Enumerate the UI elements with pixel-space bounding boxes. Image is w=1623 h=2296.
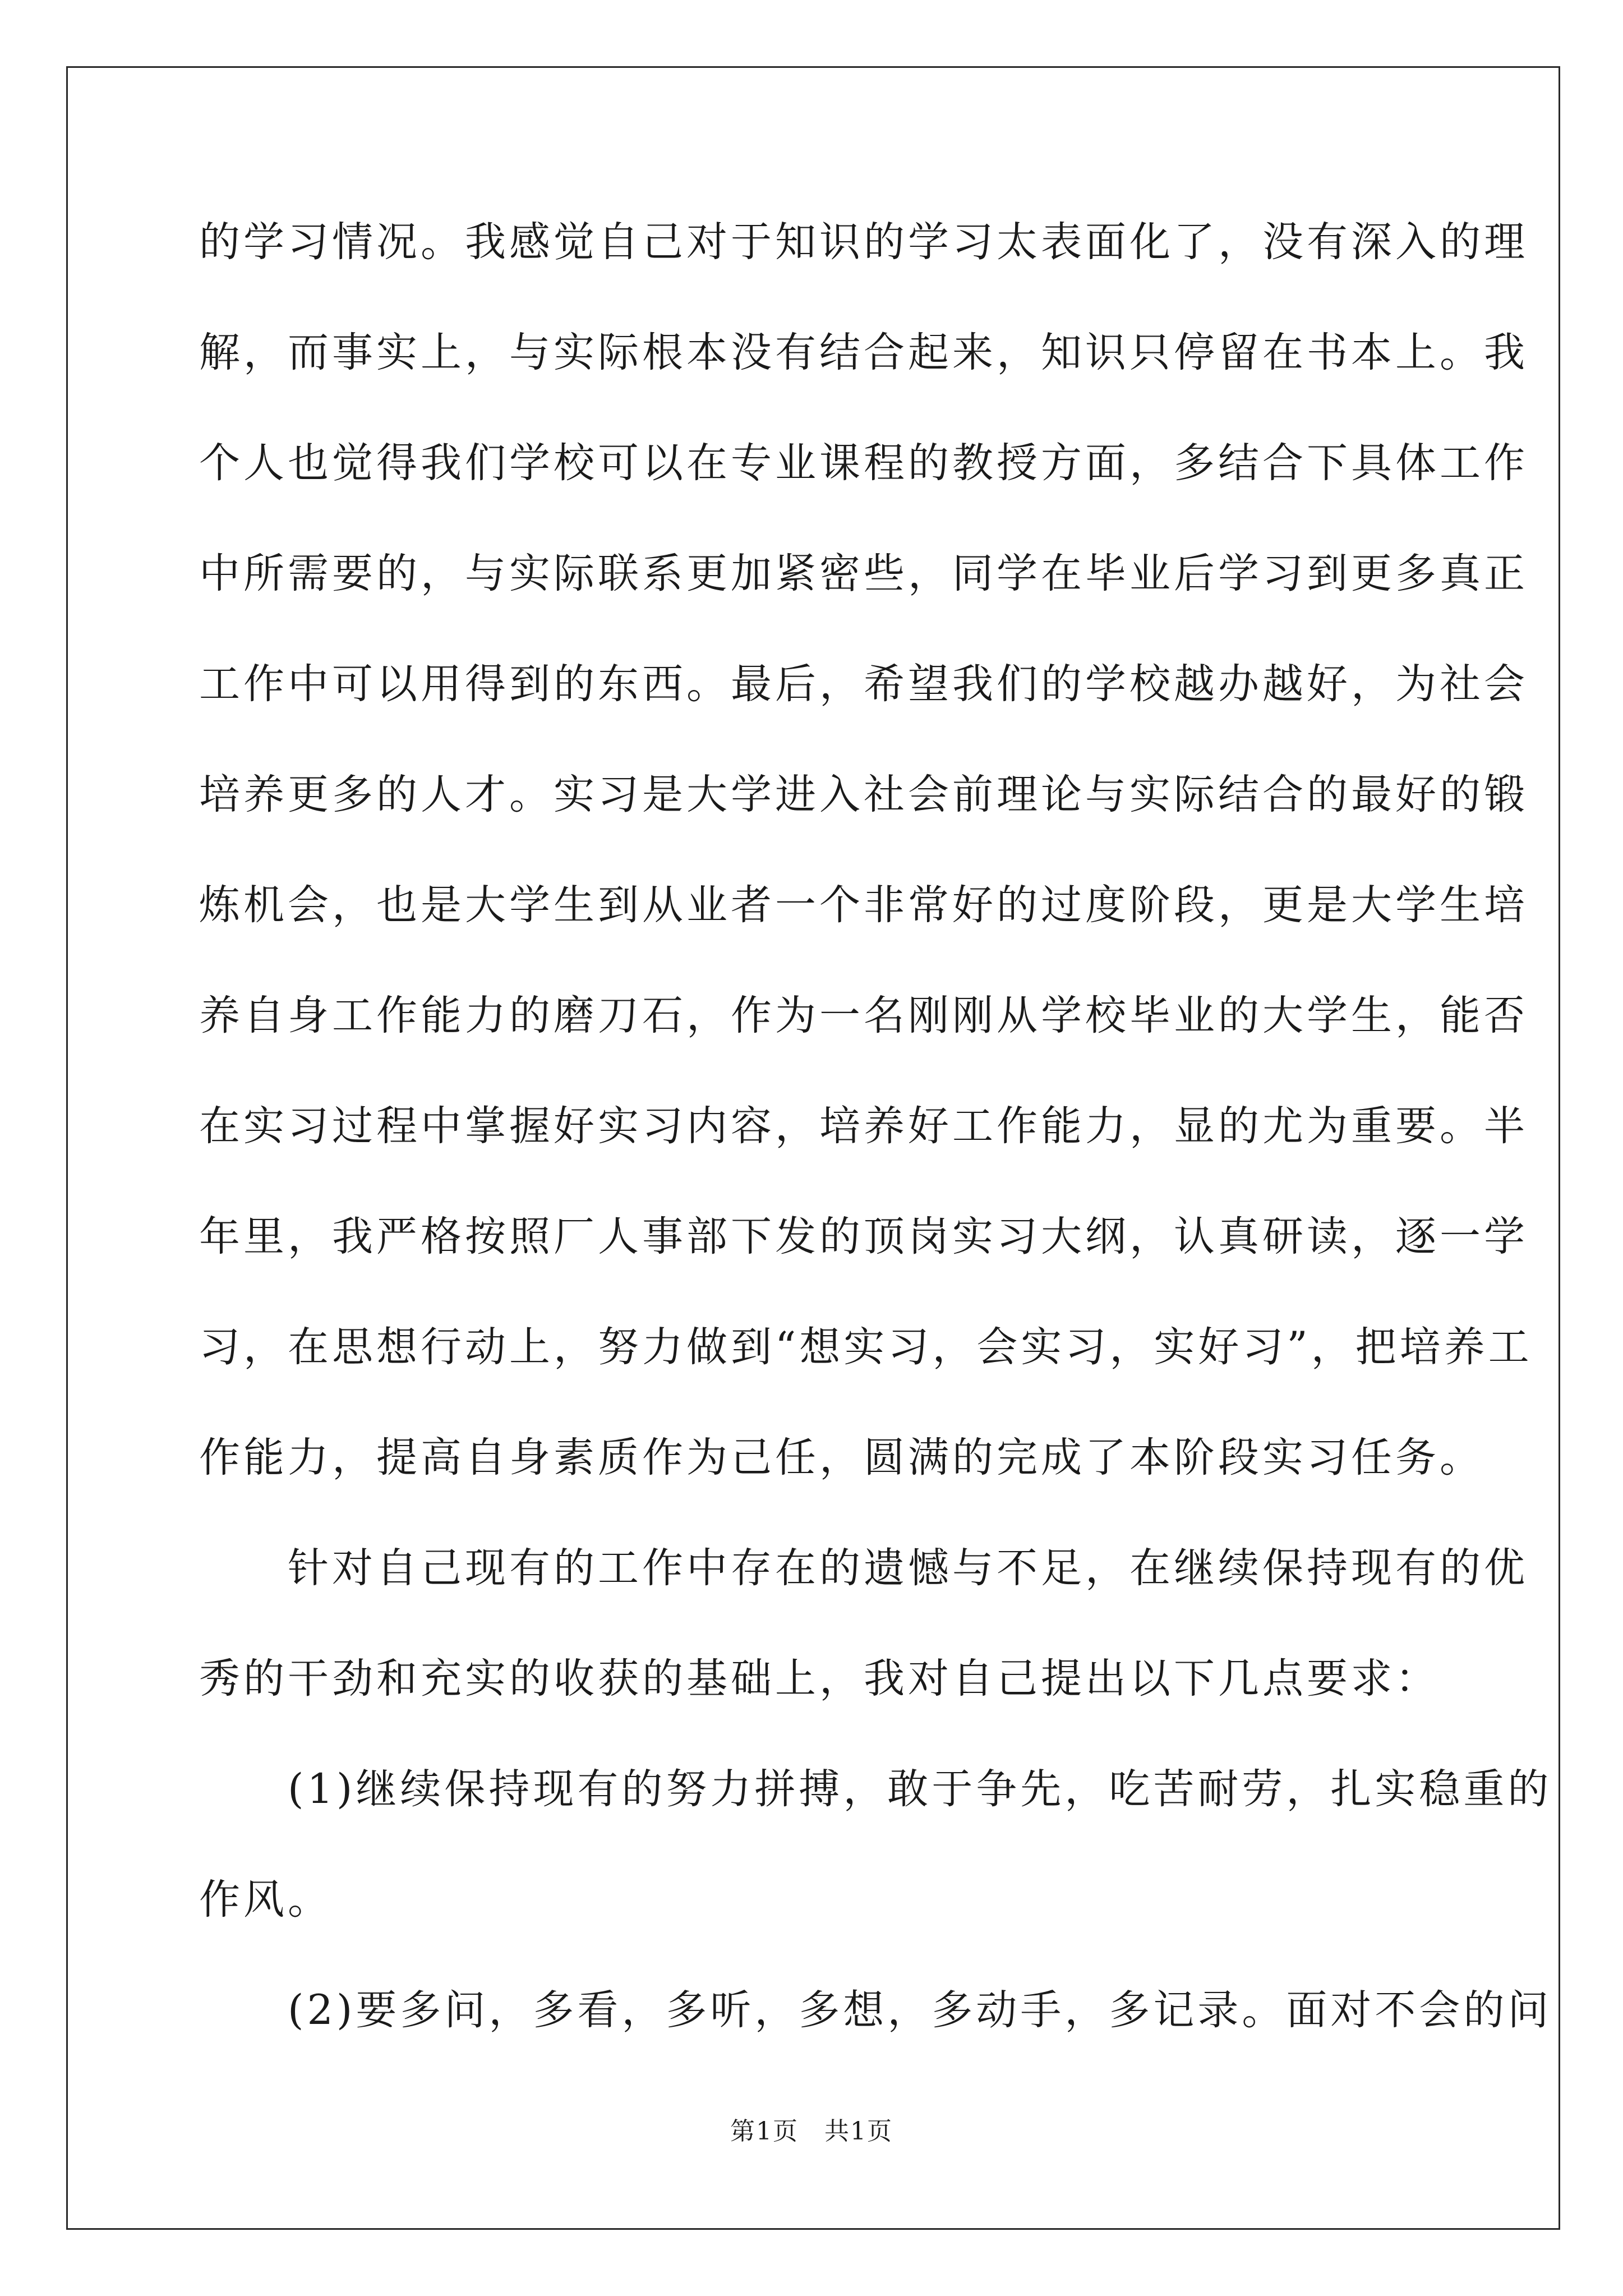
text-line: 年里，我严格按照厂人事部下发的顶岗实习大纲，认真研读，逐一学 <box>199 1213 1528 1260</box>
text-line: 炼机会，也是大学生到从业者一个非常好的过度阶段，更是大学生培 <box>199 881 1528 929</box>
text-line: 在实习过程中掌握好实习内容，培养好工作能力，显的尤为重要。半 <box>199 1102 1528 1150</box>
text-line: 习，在思想行动上，努力做到“想实习，会实习，实好习”，把培养工 <box>199 1323 1533 1371</box>
text-line: 中所需要的，与实际联系更加紧密些，同学在毕业后学习到更多真正 <box>199 550 1528 597</box>
text-line: 秀的干劲和充实的收获的基础上，我对自己提出以下几点要求： <box>199 1655 1440 1703</box>
text-line: 的学习情况。我感觉自己对于知识的学习太表面化了，没有深入的理 <box>199 218 1528 266</box>
text-line: 针对自己现有的工作中存在的遗憾与不足，在继续保持现有的优 <box>199 1544 1528 1592</box>
text-line: (1)继续保持现有的努力拼搏，敢于争先，吃苦耐劳，扎实稳重的 <box>199 1765 1552 1813</box>
text-line: 作能力，提高自身素质作为己任，圆满的完成了本阶段实习任务。 <box>199 1434 1484 1481</box>
text-line: 养自身工作能力的磨刀石，作为一名刚刚从学校毕业的大学生，能否 <box>199 992 1528 1039</box>
text-line: 个人也觉得我们学校可以在专业课程的教授方面，多结合下具体工作 <box>199 439 1528 487</box>
text-line: 解，而事实上，与实际根本没有结合起来，知识只停留在书本上。我 <box>199 329 1528 376</box>
text-line: 作风。 <box>199 1876 332 1924</box>
document-body <box>199 218 1552 2100</box>
text-line: 工作中可以用得到的东西。最后，希望我们的学校越办越好，为社会 <box>199 660 1528 708</box>
text-line: 培养更多的人才。实习是大学进入社会前理论与实际结合的最好的锻 <box>199 771 1528 818</box>
page-footer: 第1页 共1页 <box>730 2117 893 2146</box>
text-line: (2)要多问，多看，多听，多想，多动手，多记录。面对不会的问 <box>199 1986 1552 2034</box>
